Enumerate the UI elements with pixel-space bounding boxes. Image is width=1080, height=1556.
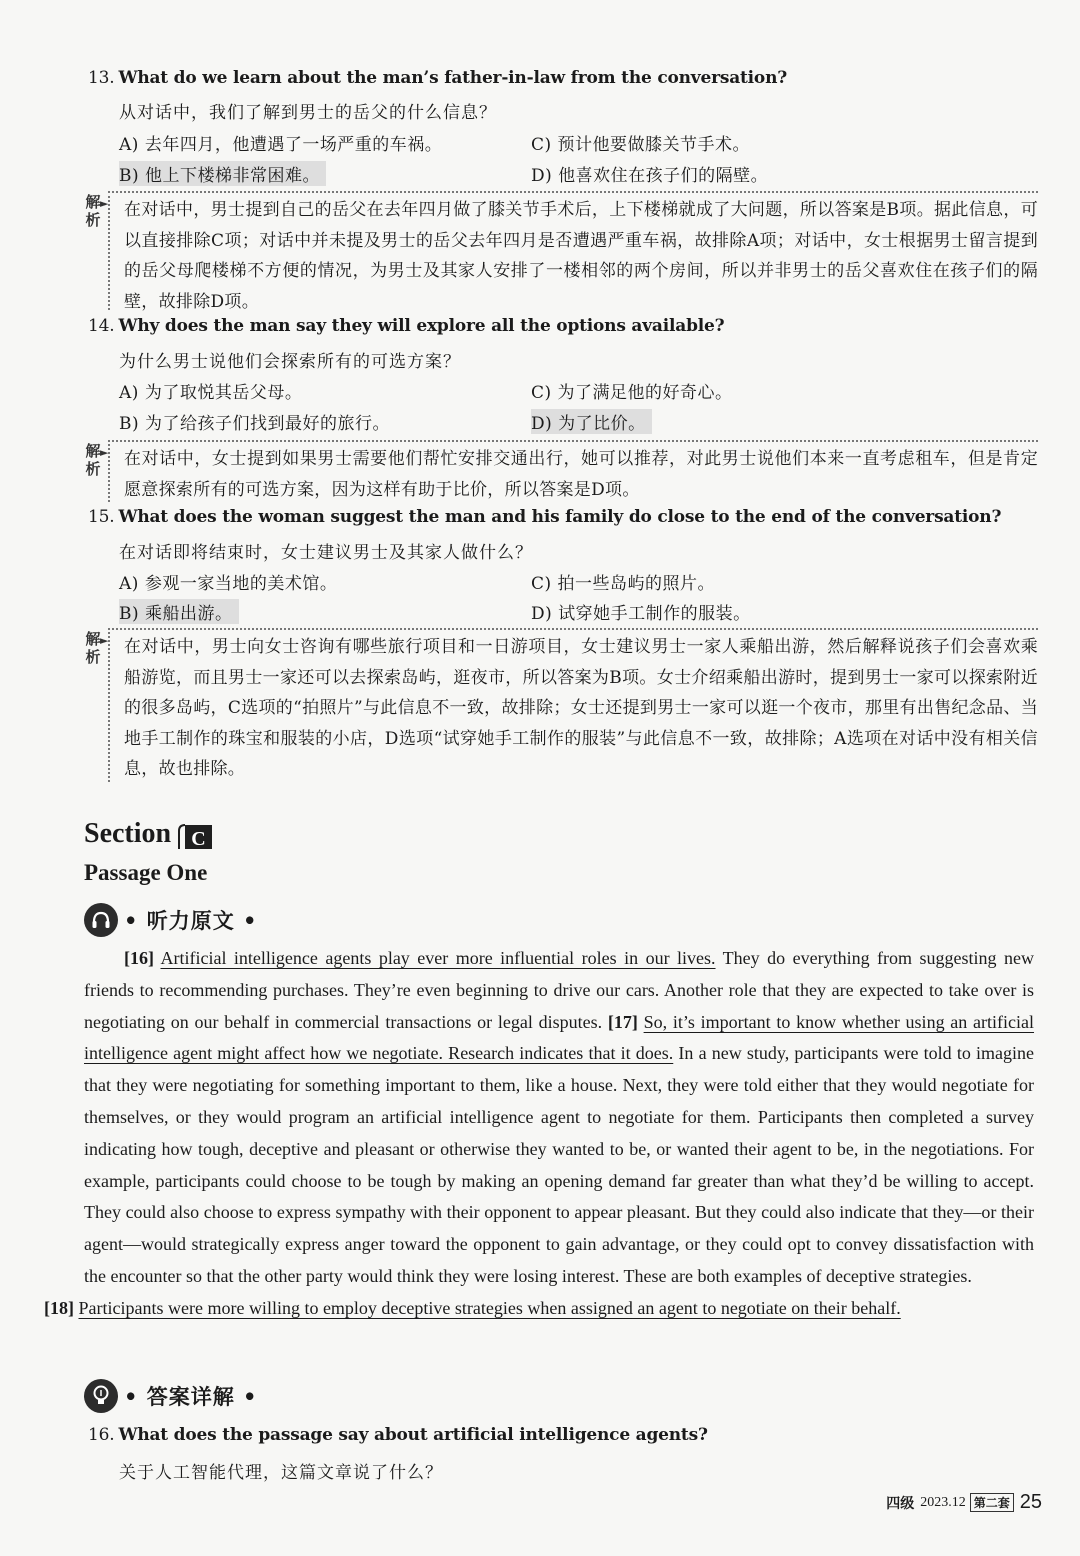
transcript-header (84, 903, 257, 937)
question-14-zh: 为什么男士说他们会探索所有的可选方案？ (119, 352, 461, 372)
arrow-right-icon: ► (100, 634, 109, 647)
analysis-text: 在对话中，男士提到自己的岳父在去年四月做了膝关节手术后，上下楼梯就成了大问题，所以答案是B项。据此信息，可以直接排除C项；对话中并未提及男士的岳父去年四月是否遭遇严重车祸，故排除A项；对话中，女士根据男士留言提到的岳父母爬楼梯不方便的情况，为男士及其家人安排了一楼相邻的两个房间，所以并非男士的岳父喜欢住在孩子们的隔壁，故排除D项。 (124, 200, 1038, 312)
sentence-18: Participants were more willing to employ deceptive strategies when assigned an agent to negotiate on their behalf. (78, 1297, 901, 1318)
q13-option-b-correct: B) 他上下楼梯非常困难。 (119, 161, 326, 186)
q15-option-a: A) 参观一家当地的美术馆。 (119, 574, 338, 594)
q14-option-a: A) 为了取悦其岳父母。 (119, 383, 303, 403)
lightbulb-icon (84, 1379, 118, 1413)
q13-option-d: D) 他喜欢住在孩子们的隔壁。 (531, 166, 769, 186)
answer-header-label: • 答案详解 • (124, 1384, 258, 1409)
sentence-16: Artificial intelligence agents play ever more influential roles in our lives. (160, 948, 716, 968)
section-letter: C (191, 828, 206, 850)
tag-16: [16] (124, 948, 154, 968)
section-c-badge (178, 823, 214, 851)
analysis-label: 解析 (85, 630, 101, 666)
q15-option-b-correct: B) 乘船出游。 (119, 599, 239, 624)
answer-header (84, 1379, 257, 1413)
transcript-paragraph (44, 943, 1035, 1325)
transcript-passage (44, 943, 1035, 1325)
page-footer (886, 1491, 1042, 1514)
question-15-zh: 在对话即将结束时，女士建议男士及其家人做什么？ (119, 543, 533, 563)
question-number: 14. (88, 316, 115, 336)
question-text: What do we learn about the man’s father-in-law from the conversation? (118, 68, 787, 88)
q14-analysis (85, 440, 1038, 502)
q15-option-c: C) 拍一些岛屿的照片。 (531, 574, 716, 594)
q14-option-d-correct: D) 为了比价。 (531, 409, 652, 434)
tag-18: [18] (44, 1297, 74, 1318)
q15-option-d: D) 试穿她手工制作的服装。 (531, 604, 751, 624)
question-13-zh: 从对话中，我们了解到男士的岳父的什么信息？ (119, 103, 497, 123)
question-14-title (88, 316, 724, 336)
passage-text-1: They do everything from suggesting new friends to recommending purchases. They’re even beginning to drive our cars. Another role that they are expected to take over is negotiating on our behalf in commercial transactions or legal disputes. (84, 948, 1034, 1032)
analysis-label: 解析 (85, 193, 101, 229)
question-16-zh: 关于人工智能代理，这篇文章说了什么？ (119, 1463, 443, 1483)
page-number: 25 (1019, 1491, 1042, 1513)
question-16-title (88, 1425, 708, 1445)
section-title: Section (84, 818, 172, 849)
passage-title: Passage One (84, 860, 208, 885)
q13-option-c: C) 预计他要做膝关节手术。 (531, 135, 751, 155)
arrow-right-icon: ► (100, 446, 109, 459)
question-number: 15. (88, 507, 115, 527)
question-text: Why does the man say they will explore all the options available? (118, 316, 725, 336)
sentence-17: So, it’s important to know whether using an artificial intelligence agent might affect how we negotiate. Research indicates that it does. (84, 1011, 1035, 1064)
question-13-title (88, 68, 787, 88)
q15-analysis (85, 628, 1038, 782)
q13-analysis (85, 191, 1038, 312)
headphones-icon (84, 903, 118, 937)
analysis-text: 在对话中，男士向女士咨询有哪些旅行项目和一日游项目，女士建议男士一家人乘船出游，然后解释说孩子们会喜欢乘船游览，而且男士一家还可以去探索岛屿，逛夜市，所以答案为B项。女士介绍乘船出游时，提到男士一家可以探索附近的很多岛屿，C选项的“拍照片”与此信息不一致，故排除；女士还提到男士一家可以逛一个夜市，那里有出售纪念品、当地手工制作的珠宝和服装的小店，D选项“试穿她手工制作的服装”与此信息不一致，故排除；A选项在对话中没有相关信息，故也排除。 (124, 637, 1038, 779)
analysis-text: 在对话中，女士提到如果男士需要他们帮忙安排交通出行，她可以推荐，对此男士说他们本来一直考虑租车，但是肯定愿意探索所有的可选方案，因为这样有助于比价，所以答案是D项。 (124, 449, 1038, 500)
q13-option-a: A) 去年四月，他遭遇了一场严重的车祸。 (119, 135, 443, 155)
footer-date: 2023.12 (920, 1494, 966, 1510)
arrow-right-icon: ► (100, 197, 109, 210)
question-number: 16. (88, 1425, 115, 1445)
analysis-label: 解析 (85, 442, 101, 478)
question-number: 13. (88, 68, 115, 88)
question-15-title (88, 507, 1001, 527)
footer-level: 四级 (886, 1496, 915, 1512)
tag-17: [17] (607, 1011, 638, 1032)
footer-set: 第二套 (970, 1493, 1014, 1512)
question-text: What does the woman suggest the man and his family do close to the end of the conversation? (118, 507, 1002, 527)
passage-text-2: In a new study, participants were told to imagine that they were negotiating for something important to them, like a house. Next, they were told either that they would negotiate for themselves, or they would program an artificial intelligence agent to negotiate for them. Participants then completed a survey indicating how tough, deceptive and pleasant or otherwise they wanted to be, or wanted their agent to be, in the negotiations. For example, participants could choose to be tough by making an opening demand far greater than what they’d be willing to accept. They could also choose to express sympathy with their opponent to appear pleasant. But they could also indicate that they—or their agent—would strategically express anger toward the opponent to gain advantage, or they could opt to convey dissatisfaction with the encounter so that the other party would think they were losing interest. These are both examples of deceptive strategies. (84, 1043, 1034, 1286)
q14-option-b: B) 为了给孩子们找到最好的旅行。 (119, 414, 391, 434)
question-text: What does the passage say about artificial intelligence agents? (118, 1425, 708, 1445)
q14-option-c: C) 为了满足他的好奇心。 (531, 383, 733, 403)
transcript-header-label: • 听力原文 • (124, 908, 258, 933)
